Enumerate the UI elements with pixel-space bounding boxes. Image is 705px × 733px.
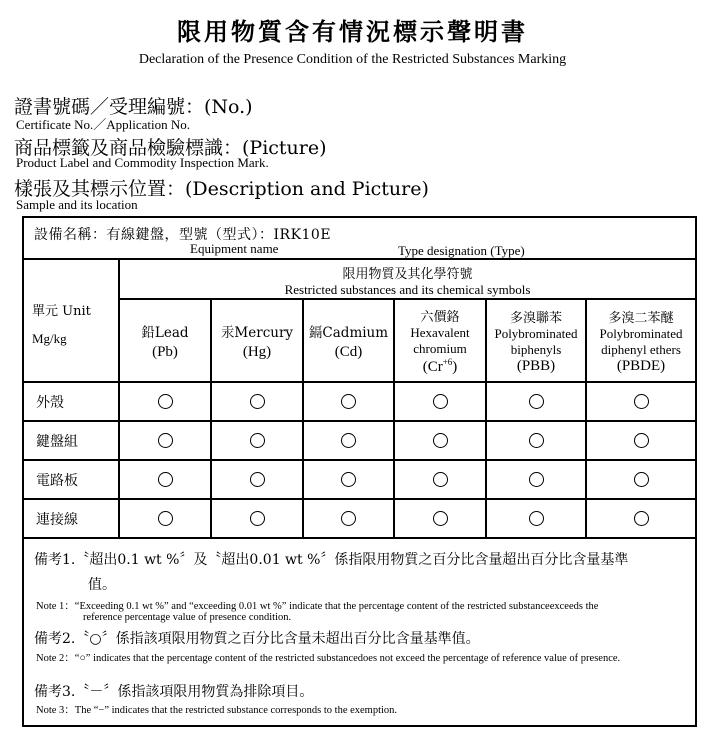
substances-group-title-english: Restricted substances and its chemical symbols	[284, 281, 531, 297]
table-cell	[621, 500, 661, 537]
column-header-label-english: biphenyls	[510, 341, 562, 357]
presence-mark-circle	[433, 511, 448, 526]
column-header-label-english: Hexavalent	[410, 324, 470, 340]
note-1-chinese: 備考1.〝超出0.1 wt %〞及〝超出0.01 wt %〞係指限用物質之百分比含量超出百分比含量基準	[34, 552, 629, 568]
chemical-symbol: (Pb)	[152, 343, 178, 360]
presence-mark-circle	[634, 394, 649, 409]
table-cell	[420, 461, 460, 498]
table-rule	[24, 537, 695, 539]
table-cell	[516, 422, 556, 459]
presence-mark-circle	[250, 511, 265, 526]
table-cell	[328, 422, 368, 459]
substances-group-title: 限用物質及其化學符號	[342, 266, 473, 282]
sample-location-heading-english: Sample and its location	[16, 197, 138, 212]
row-label: 連接線	[36, 512, 78, 528]
note-1-english: Note 1：“Exceeding 0.1 wt %” and “exceeding 0.01 wt %” indicate that the percentage content of the restricted substanceexceeds the	[36, 601, 599, 612]
table-cell	[420, 500, 460, 537]
table-cell	[328, 500, 368, 537]
certificate-number-label: 證書號碼／受理編號：(No.)	[14, 96, 253, 118]
column-header-label-english: Polybrominated	[599, 325, 683, 341]
column-header-pbde	[587, 300, 695, 381]
presence-mark-circle	[158, 433, 173, 448]
table-cell	[621, 383, 661, 420]
table-cell	[516, 383, 556, 420]
table-cell	[621, 422, 661, 459]
presence-mark-circle	[158, 472, 173, 487]
chemical-symbol: (PBDE)	[616, 357, 666, 374]
presence-mark-circle	[634, 433, 649, 448]
table-cell	[145, 461, 185, 498]
presence-mark-circle	[433, 472, 448, 487]
sample-location-heading: 樣張及其標示位置：(Description and Picture)	[14, 178, 429, 200]
table-cell	[328, 461, 368, 498]
column-header-label-english: diphenyl ethers	[601, 341, 681, 357]
column-header-label: 鉛Lead	[141, 324, 189, 341]
note-2-chinese: 備考2.〝○〞係指該項限用物質之百分比含量未超出百分比含量基準值。	[34, 631, 480, 647]
product-label-heading: 商品標籤及商品檢驗標識：(Picture)	[14, 137, 327, 159]
note-3-english: Note 3：The “−” indicates that the restricted substance corresponds to the exemption.	[36, 705, 398, 716]
row-label: 鍵盤組	[36, 434, 78, 450]
table-cell	[516, 500, 556, 537]
equipment-line: 設備名稱：有線鍵盤，型號（型式）：IRK10E	[34, 227, 332, 243]
certificate-number-label-english: Certificate No.／Application No.	[16, 117, 191, 132]
presence-mark-circle	[341, 394, 356, 409]
column-header-label-english: Polybrominated	[494, 325, 578, 341]
table-cell	[420, 383, 460, 420]
presence-mark-circle	[341, 472, 356, 487]
presence-mark-circle	[250, 433, 265, 448]
column-header-label: 鎘Cadmium	[308, 324, 389, 341]
column-header-pbb	[487, 300, 585, 381]
presence-mark-circle	[341, 433, 356, 448]
unit-label: 單元 Unit	[32, 304, 91, 319]
table-cell	[328, 383, 368, 420]
table-cell	[621, 461, 661, 498]
presence-mark-circle	[529, 511, 544, 526]
document-title-english: Declaration of the Presence Condition of the Restricted Substances Marking	[138, 52, 567, 67]
equipment-name-english: Equipment name	[190, 241, 279, 256]
column-header-label: 多溴聯苯	[509, 310, 562, 326]
table-cell	[145, 422, 185, 459]
column-header-label: 六價鉻	[420, 309, 460, 325]
chemical-symbol: (Cd)	[334, 343, 363, 360]
column-header-label: 多溴二苯醚	[608, 310, 674, 326]
presence-mark-circle	[634, 511, 649, 526]
unit-value: Mg/kg	[32, 331, 67, 346]
presence-mark-circle	[158, 511, 173, 526]
table-cell	[145, 383, 185, 420]
row-label: 電路板	[36, 473, 78, 489]
column-header-hexavalent-chromium	[395, 300, 485, 381]
presence-mark-circle	[250, 472, 265, 487]
presence-mark-circle	[341, 511, 356, 526]
note-1-english-continued: reference percentage value of presence condition.	[83, 612, 292, 623]
presence-mark-circle	[529, 394, 544, 409]
table-cell	[145, 500, 185, 537]
chemical-symbol: $(Cr^{+6})$	[422, 356, 458, 375]
column-header-mercury	[212, 300, 302, 381]
product-label-heading-english: Product Label and Commodity Inspection Mark.	[16, 155, 269, 170]
substances-group-header	[120, 262, 695, 298]
table-cell	[237, 461, 277, 498]
note-2-english: Note 2：“○” indicates that the percentage content of the restricted substancedoes not exceed the percentage of reference value of presence.	[36, 653, 621, 664]
chemical-symbol: (Hg)	[242, 343, 272, 360]
column-header-label: 汞Mercury	[220, 324, 294, 341]
declaration-table	[22, 216, 697, 727]
table-cell	[516, 461, 556, 498]
table-cell	[237, 422, 277, 459]
table-cell	[420, 422, 460, 459]
presence-mark-circle	[250, 394, 265, 409]
presence-mark-circle	[433, 433, 448, 448]
note-1-chinese-continued: 值。	[88, 577, 116, 593]
column-header-cadmium	[304, 300, 393, 381]
presence-mark-circle	[158, 394, 173, 409]
presence-mark-circle	[433, 394, 448, 409]
type-designation-english: Type designation (Type)	[398, 243, 525, 258]
table-cell	[237, 500, 277, 537]
column-header-label-english: chromium	[413, 340, 467, 356]
column-header-lead	[120, 300, 210, 381]
table-cell	[237, 383, 277, 420]
presence-mark-circle	[529, 433, 544, 448]
note-3-chinese: 備考3.〝－〞係指該項限用物質為排除項目。	[34, 684, 314, 700]
row-label: 外殼	[36, 395, 64, 411]
presence-mark-circle	[634, 472, 649, 487]
presence-mark-circle	[529, 472, 544, 487]
document-title: 限用物質含有情況標示聲明書	[177, 17, 528, 46]
chemical-symbol: (PBB)	[516, 357, 556, 374]
table-rule	[24, 258, 695, 260]
